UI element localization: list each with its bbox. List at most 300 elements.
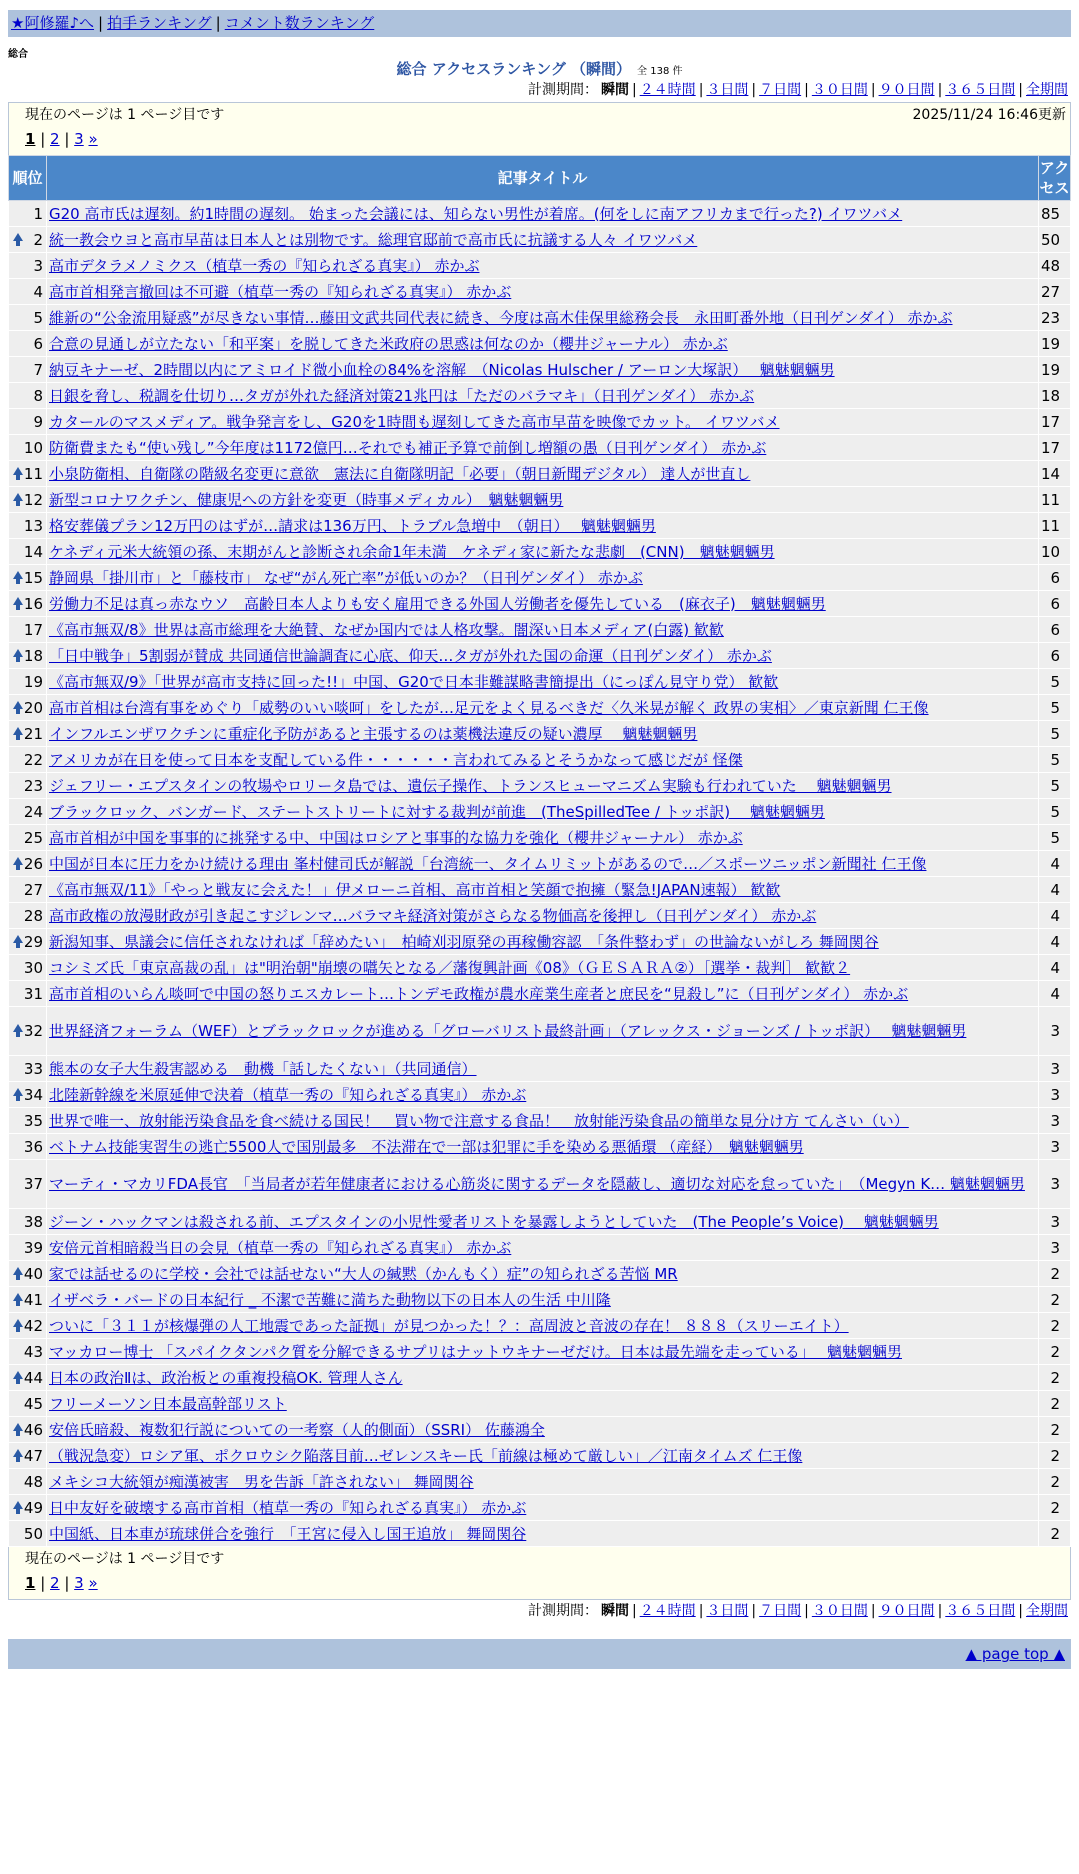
- rank-cell: [9, 721, 47, 747]
- rank-number: 6: [33, 334, 43, 353]
- rank-cell: [9, 695, 47, 721]
- table-row: [9, 357, 1071, 383]
- page-link[interactable]: »: [88, 130, 98, 148]
- period-option[interactable]: ３０日間: [811, 1603, 868, 1619]
- rank-number: 17: [23, 620, 43, 639]
- table-row: [9, 1160, 1071, 1209]
- title-cell: [47, 799, 1039, 825]
- table-row: [9, 435, 1071, 461]
- page-separator: |: [59, 130, 75, 148]
- title-cell: [47, 1082, 1039, 1108]
- rank-up-arrow-icon: [13, 1088, 23, 1096]
- article-link[interactable]: アメリカが在日を使って日本を支配している件・・・・・・言われてみるとそうかなって感じだが 怪傑: [49, 750, 743, 769]
- period-separator: |: [1018, 1603, 1023, 1619]
- period-option[interactable]: ７日間: [759, 1603, 802, 1619]
- period-option[interactable]: 全期間: [1026, 82, 1068, 98]
- article-link[interactable]: 新型コロナワクチン、健康児への方針を変更（時事メディカル） 魑魅魍魎男: [49, 490, 564, 509]
- title-cell: [47, 331, 1039, 357]
- title-cell: [47, 617, 1039, 643]
- page-link[interactable]: 3: [74, 1574, 84, 1592]
- access-count: 2: [1039, 1469, 1071, 1495]
- table-row: [9, 799, 1071, 825]
- title-cell: [47, 227, 1039, 253]
- rank-number: 1: [33, 204, 43, 223]
- article-link[interactable]: 労働力不足は真っ赤なウソ 高齢日本人よりも安く雇用できる外国人労働者を優先している (麻衣子) 魑魅魍魎男: [49, 594, 826, 613]
- rank-up-arrow-icon: [13, 597, 23, 605]
- access-count: 85: [1039, 201, 1071, 227]
- article-link[interactable]: 新潟知事、県議会に信任されなければ「辞めたい」 柏崎刈羽原発の再稼働容認 「条件整わず」の世論ないがしろ 舞岡関谷: [49, 932, 879, 951]
- period-option: 瞬間: [600, 1603, 629, 1619]
- rank-number: 11: [23, 464, 43, 483]
- access-count: 3: [1039, 1007, 1071, 1056]
- table-row: [9, 1007, 1071, 1056]
- title-cell: [47, 695, 1039, 721]
- table-row: [9, 1417, 1071, 1443]
- article-link[interactable]: マーティ・マカリFDA長官 「当局者が若年健康者における心筋炎に関するデータを隠蔽し、適切な対応を怠っていた」 （Megyn K… 魑魅魍魎男: [49, 1175, 1025, 1193]
- rank-number: 24: [23, 802, 43, 821]
- period-separator: |: [631, 1603, 637, 1619]
- title-cell: [47, 1469, 1039, 1495]
- rank-number: 27: [23, 880, 43, 899]
- article-link[interactable]: ジェフリー・エプスタインの牧場やロリータ島では、遺伝子操作、トランスヒューマニズム実験も行われていた 魑魅魍魎男: [49, 776, 892, 795]
- title-cell: [47, 1313, 1039, 1339]
- rank-number: 22: [23, 750, 43, 769]
- rank-number: 8: [33, 386, 43, 405]
- access-count: 5: [1039, 773, 1071, 799]
- article-link[interactable]: 安倍氏暗殺、複数犯行説についての一考察（人的側面）（SSRI） 佐藤鴻全: [49, 1420, 545, 1439]
- rank-cell: [9, 1495, 47, 1521]
- rank-number: 38: [23, 1212, 43, 1231]
- rank-number: 3: [33, 256, 43, 275]
- title-cell: [47, 513, 1039, 539]
- table-row: [9, 903, 1071, 929]
- title-cell: [47, 1007, 1039, 1056]
- page-link[interactable]: 2: [50, 130, 60, 148]
- period-option[interactable]: ３６５日間: [945, 1603, 1016, 1619]
- rank-cell: [9, 305, 47, 331]
- article-link[interactable]: 高市首相が中国を事事的に挑発する中、中国はロシアと事事的な協力を強化（櫻井ジャーナル） 赤かぶ: [49, 828, 743, 847]
- access-count: 14: [1039, 461, 1071, 487]
- rank-cell: [9, 825, 47, 851]
- period-separator: |: [751, 1603, 757, 1619]
- article-link[interactable]: ベトナム技能実習生の逃亡5500人で国別最多 不法滞在で一部は犯罪に手を染める悪循環 （産経） 魑魅魍魎男: [49, 1137, 804, 1156]
- top-nav-bar: [8, 10, 1071, 37]
- rank-up-arrow-icon: [13, 1423, 23, 1431]
- period-option[interactable]: ２４時間: [639, 1603, 696, 1619]
- rank-number: 7: [33, 360, 43, 379]
- rank-cell: [9, 1391, 47, 1417]
- rank-number: 26: [23, 854, 43, 873]
- article-link[interactable]: 中国が日本に圧力をかけ続ける理由 峯村健司氏が解説「台湾統一、タイムリミットがあるので…／スポーツニッポン新聞社 仁王像: [49, 854, 927, 873]
- title-cell: [47, 1108, 1039, 1134]
- period-separator: |: [631, 82, 637, 98]
- page-title-row: [8, 59, 1071, 79]
- article-link[interactable]: 高市デタラメノミクス（植草一秀の『知られざる真実』） 赤かぶ: [49, 256, 480, 275]
- title-cell: [47, 903, 1039, 929]
- access-count: 2: [1039, 1443, 1071, 1469]
- access-header: アクセス: [1039, 156, 1071, 201]
- table-row: [9, 851, 1071, 877]
- rank-cell: [9, 409, 47, 435]
- article-link[interactable]: 高市首相のいらん啖呵で中国の怒りエスカレート…トンデモ政権が農水産業生産者と庶民を“見殺し”に（日刊ゲンダイ） 赤かぶ: [49, 984, 909, 1003]
- period-option: 瞬間: [600, 82, 629, 98]
- article-link[interactable]: ついに「３１１が核爆弾の人工地震であった証拠」が見つかった！？：高周波と音波の存在！ ８８８（スリーエイト）: [49, 1316, 849, 1335]
- article-link[interactable]: 家では話せるのに学校・会社では話せない“大人の緘黙（かんもく）症”の知られざる苦悩 MR: [49, 1264, 678, 1283]
- rank-number: 30: [23, 958, 43, 977]
- article-link[interactable]: 中国紙、日本車が琉球併合を強行 「王宮に侵入し国王追放」 舞岡関谷: [49, 1524, 527, 1543]
- access-count: 3: [1039, 1108, 1071, 1134]
- article-link[interactable]: 維新の“公金流用疑惑”が尽きない事情…藤田文武共同代表に続き、今度は高木佳保里総務会長 永田町番外地（日刊ゲンダイ） 赤かぶ: [49, 308, 953, 327]
- access-count: 2: [1039, 1339, 1071, 1365]
- table-row: [9, 1235, 1071, 1261]
- rank-cell: [9, 591, 47, 617]
- rank-header: 順位: [9, 156, 47, 201]
- title-cell: [47, 1261, 1039, 1287]
- page-link[interactable]: 2: [50, 1574, 60, 1592]
- bottom-bar: [8, 1639, 1071, 1669]
- article-link[interactable]: 《高市無双/11》「やっと戦友に会えた！」伊メローニ首相、高市首相と笑顔で抱擁（緊急!JAPAN速報） 歓歓: [49, 880, 781, 899]
- rank-cell: [9, 1365, 47, 1391]
- article-link[interactable]: 《高市無双/8》世界は高市総理を大絶賛、なぜか国内では人格攻撃。闇深い日本メディア(白露) 歓歓: [49, 620, 724, 639]
- rank-number: 41: [23, 1290, 43, 1309]
- article-link[interactable]: 高市首相発言撤回は不可避（植草一秀の『知られざる真実』） 赤かぶ: [49, 282, 512, 301]
- access-count: 5: [1039, 799, 1071, 825]
- table-row: [9, 643, 1071, 669]
- access-count: 3: [1039, 1082, 1071, 1108]
- rank-cell: [9, 513, 47, 539]
- table-row: [9, 1108, 1071, 1134]
- access-count: 4: [1039, 877, 1071, 903]
- article-link[interactable]: コシミズ氏「東京高裁の乱」は"明治朝"崩壊の嚆矢となる／藩復興計画《08》（ＧＥＳＡＲＡ②）［選挙・裁判］ 歓歓２: [49, 958, 851, 977]
- table-row: [9, 461, 1071, 487]
- article-link[interactable]: 高市首相は台湾有事をめぐり「威勢のいい啖呵」をしたが…足元をよく見るべきだ〈久米晃が解く 政界の実相〉／東京新聞 仁王像: [49, 698, 929, 717]
- title-cell: [47, 253, 1039, 279]
- title-cell: [47, 357, 1039, 383]
- table-row: [9, 331, 1071, 357]
- article-link[interactable]: 納豆キナーゼ、2時間以内にアミロイド微小血栓の84%を溶解 （Nicolas Hulscher / アーロン大塚訳） 魑魅魍魎男: [49, 360, 835, 379]
- rank-cell: [9, 617, 47, 643]
- article-link[interactable]: 合意の見通しが立たない「和平案」を脱してきた米政府の思惑は何なのか（櫻井ジャーナル） 赤かぶ: [49, 334, 728, 353]
- rank-cell: [9, 903, 47, 929]
- title-cell: [47, 643, 1039, 669]
- table-row: [9, 539, 1071, 565]
- article-link[interactable]: 格安葬儀プラン12万円のはずが…請求は136万円、トラブル急増中 （朝日） 魑魅魍魎男: [49, 516, 656, 535]
- access-count: 3: [1039, 1160, 1071, 1209]
- access-count: 3: [1039, 1235, 1071, 1261]
- table-row: [9, 279, 1071, 305]
- rank-number: 16: [23, 594, 43, 613]
- title-cell: [47, 721, 1039, 747]
- access-count: 6: [1039, 591, 1071, 617]
- rank-cell: [9, 1160, 47, 1209]
- rank-cell: [9, 461, 47, 487]
- table-row: [9, 383, 1071, 409]
- title-cell: [47, 1209, 1039, 1235]
- period-separator: |: [937, 1603, 943, 1619]
- rank-number: 46: [23, 1420, 43, 1439]
- table-row: [9, 1391, 1071, 1417]
- article-link[interactable]: 小泉防衛相、自衛隊の階級名変更に意欲 憲法に自衛隊明記「必要」（朝日新聞デジタル） 達人が世直し: [49, 464, 751, 483]
- rank-cell: [9, 1443, 47, 1469]
- title-cell: [47, 201, 1039, 227]
- title-cell: [47, 539, 1039, 565]
- period-separator: |: [804, 1603, 809, 1619]
- table-row: [9, 513, 1071, 539]
- rank-cell: [9, 1417, 47, 1443]
- table-row: [9, 695, 1071, 721]
- period-option[interactable]: 全期間: [1026, 1603, 1068, 1619]
- rank-up-arrow-icon: [13, 571, 23, 579]
- article-link[interactable]: マッカロー博士 「スパイクタンパク質を分解できるサプリはナットウキナーゼだけ。日本は最先端を走っている」 魑魅魍魎男: [49, 1342, 902, 1361]
- title-cell: [47, 305, 1039, 331]
- access-count: 2: [1039, 1417, 1071, 1443]
- nav-separator: |: [98, 14, 104, 32]
- title-cell: [47, 929, 1039, 955]
- rank-cell: [9, 435, 47, 461]
- period-selector: [8, 79, 1071, 102]
- rank-number: 47: [23, 1446, 43, 1465]
- rank-number: 40: [23, 1264, 43, 1283]
- rank-cell: [9, 1209, 47, 1235]
- title-cell: [47, 1417, 1039, 1443]
- article-link[interactable]: 世界で唯一、放射能汚染食品を食べ続ける国民！ 買い物で注意する食品！ 放射能汚染食品の簡単な見分け方 てんさい（い）: [49, 1111, 909, 1130]
- title-cell: [47, 1134, 1039, 1160]
- title-cell: [47, 565, 1039, 591]
- title-cell: [47, 955, 1039, 981]
- comment-ranking-link[interactable]: コメント数ランキング: [224, 14, 375, 32]
- rank-cell: [9, 1469, 47, 1495]
- rank-cell: [9, 929, 47, 955]
- rank-number: 19: [23, 672, 43, 691]
- article-link[interactable]: 日銀を脅し、税調を仕切り…タガが外れた経済対策21兆円は「ただのバラマキ」（日刊ゲンダイ） 赤かぶ: [49, 386, 755, 405]
- table-row: [9, 1209, 1071, 1235]
- clap-ranking-link[interactable]: 拍手ランキング: [107, 14, 212, 32]
- article-link[interactable]: ブラックロック、バンガード、ステートストリートに対する裁判が前進 (TheSpilledTee / トッポ訳) 魑魅魍魎男: [49, 802, 825, 821]
- rank-up-arrow-icon: [13, 935, 23, 943]
- access-count: 19: [1039, 357, 1071, 383]
- rank-cell: [9, 669, 47, 695]
- rank-number: 29: [23, 932, 43, 951]
- table-row: [9, 773, 1071, 799]
- table-row: [9, 721, 1071, 747]
- article-link[interactable]: ケネディ元米大統領の孫、末期がんと診断され余命1年未満 ケネディ家に新たな悲劇 (CNN) 魑魅魍魎男: [49, 542, 775, 561]
- rank-cell: [9, 747, 47, 773]
- rank-cell: [9, 1134, 47, 1160]
- page-link-current[interactable]: 1: [25, 1574, 36, 1592]
- table-row: [9, 877, 1071, 903]
- period-option[interactable]: ３日間: [706, 82, 749, 98]
- rank-number: 9: [33, 412, 43, 431]
- page-link[interactable]: 3: [74, 130, 84, 148]
- table-row: [9, 955, 1071, 981]
- article-link[interactable]: （戦況急変）ロシア軍、ポクロウシク陥落目前…ゼレンスキー氏「前線は極めて厳しい」／江南タイムズ 仁王像: [49, 1446, 803, 1465]
- period-option[interactable]: ３日間: [706, 1603, 749, 1619]
- access-count: 2: [1039, 1391, 1071, 1417]
- table-row: [9, 1082, 1071, 1108]
- rank-number: 28: [23, 906, 43, 925]
- table-row: [9, 1365, 1071, 1391]
- rank-up-arrow-icon: [13, 1371, 23, 1379]
- access-count: 4: [1039, 851, 1071, 877]
- table-row: [9, 1287, 1071, 1313]
- table-row: [9, 1521, 1071, 1547]
- table-row: [9, 617, 1071, 643]
- rank-number: 2: [33, 230, 43, 249]
- table-row: [9, 409, 1071, 435]
- article-link[interactable]: ジーン・ハックマンは殺される前、エプスタインの小児性愛者リストを暴露しようとしていた (The People’s Voice) 魑魅魍魎男: [49, 1212, 939, 1231]
- nav-separator: |: [215, 14, 221, 32]
- access-count: 5: [1039, 747, 1071, 773]
- article-link[interactable]: 日中友好を破壊する高市首相（植草一秀の『知られざる真実』） 赤かぶ: [49, 1498, 527, 1517]
- category-label: 総合: [8, 49, 28, 60]
- rank-cell: [9, 1056, 47, 1082]
- rank-cell: [9, 773, 47, 799]
- table-row: [9, 1056, 1071, 1082]
- article-link[interactable]: 統一教会ウヨと高市早苗は日本人とは別物です。総理官邸前で高市氏に抗議する人々 イワツバメ: [49, 230, 698, 249]
- title-cell: [47, 279, 1039, 305]
- period-option[interactable]: ３６５日間: [945, 82, 1016, 98]
- rank-cell: [9, 1082, 47, 1108]
- page-separator: |: [35, 130, 51, 148]
- page-info-bottom: [8, 1547, 1071, 1600]
- article-link[interactable]: 北陸新幹線を米原延伸で決着（植草一秀の『知られざる真実』） 赤かぶ: [49, 1085, 527, 1104]
- article-link[interactable]: 防衛費またも“使い残し”今年度は1172億円…それでも補正予算で前倒し増額の愚（日刊ゲンダイ） 赤かぶ: [49, 438, 767, 457]
- access-count: 2: [1039, 1521, 1071, 1547]
- table-row: [9, 981, 1071, 1007]
- title-cell: [47, 383, 1039, 409]
- title-cell: [47, 825, 1039, 851]
- title-cell: [47, 747, 1039, 773]
- rank-number: 35: [23, 1111, 43, 1130]
- page-separator: |: [35, 1574, 51, 1592]
- rank-cell: [9, 357, 47, 383]
- article-link[interactable]: 安倍元首相暗殺当日の会見（植草一秀の『知られざる真実』） 赤かぶ: [49, 1238, 512, 1257]
- table-row: [9, 253, 1071, 279]
- article-link[interactable]: 「日中戦争」5割弱が賛成 共同通信世論調査に心底、仰天…タガが外れた国の命運（日刊ゲンダイ） 赤かぶ: [49, 646, 772, 665]
- rank-number: 13: [23, 516, 43, 535]
- rank-number: 25: [23, 828, 43, 847]
- access-count: 10: [1039, 539, 1071, 565]
- rank-up-arrow-icon: [13, 727, 23, 735]
- rank-number: 39: [23, 1238, 43, 1257]
- rank-cell: [9, 799, 47, 825]
- access-count: 11: [1039, 513, 1071, 539]
- period-option[interactable]: ７日間: [759, 82, 802, 98]
- rank-number: 12: [23, 490, 43, 509]
- period-option[interactable]: ３０日間: [811, 82, 868, 98]
- page-link-current[interactable]: 1: [25, 130, 36, 148]
- access-count: 3: [1039, 1134, 1071, 1160]
- access-count: 4: [1039, 981, 1071, 1007]
- article-link[interactable]: カタールのマスメディア。戦争発言をし、G20を1時間も遅刻してきた高市早苗を映像でカット。 イワツバメ: [49, 412, 780, 431]
- access-count: 5: [1039, 825, 1071, 851]
- access-count: 4: [1039, 929, 1071, 955]
- article-link[interactable]: フリーメーソン日本最高幹部リスト: [49, 1394, 287, 1413]
- rank-up-arrow-icon: [13, 701, 23, 709]
- rank-number: 43: [23, 1342, 43, 1361]
- access-count: 2: [1039, 1287, 1071, 1313]
- table-row: [9, 1469, 1071, 1495]
- rank-number: 21: [23, 724, 43, 743]
- period-option[interactable]: ２４時間: [639, 82, 696, 98]
- updated-timestamp: 2025/11/24 16:46更新: [912, 107, 1066, 123]
- article-link[interactable]: 世界経済フォーラム（WEF）とブラックロックが進める「グローバリスト最終計画」（アレックス・ジョーンズ / トッポ訳） 魑魅魍魎男: [49, 1022, 967, 1040]
- rank-number: 31: [23, 984, 43, 1003]
- table-row: [9, 201, 1071, 227]
- table-row: [9, 1495, 1071, 1521]
- table-row: [9, 1443, 1071, 1469]
- article-link[interactable]: 高市政権の放漫財政が引き起こすジレンマ…バラマキ経済対策がさらなる物価高を後押し（日刊ゲンダイ） 赤かぶ: [49, 906, 817, 925]
- rank-up-arrow-icon: [13, 1024, 23, 1032]
- title-cell: [47, 1365, 1039, 1391]
- rank-number: 4: [33, 282, 43, 301]
- access-count: 17: [1039, 435, 1071, 461]
- rank-number: 48: [23, 1472, 43, 1491]
- rank-cell: [9, 487, 47, 513]
- title-cell: [47, 409, 1039, 435]
- access-count: 6: [1039, 643, 1071, 669]
- article-link[interactable]: メキシコ大統領が痴漢被害 男を告訴「許されない」 舞岡関谷: [49, 1472, 474, 1491]
- period-option[interactable]: ９０日間: [878, 1603, 935, 1619]
- pagination: [25, 1571, 1066, 1595]
- table-row: [9, 1339, 1071, 1365]
- rank-up-arrow-icon: [13, 493, 23, 501]
- rank-cell: [9, 981, 47, 1007]
- title-cell: [47, 487, 1039, 513]
- access-count: 17: [1039, 409, 1071, 435]
- home-link[interactable]: ★阿修羅♪へ: [11, 14, 95, 32]
- page-top-link[interactable]: ▲ page top ▲: [965, 1645, 1065, 1663]
- rank-number: 15: [23, 568, 43, 587]
- rank-number: 50: [23, 1524, 43, 1543]
- period-separator: |: [870, 1603, 876, 1619]
- rank-number: 33: [23, 1059, 43, 1078]
- pagination: [25, 127, 1066, 151]
- rank-cell: [9, 851, 47, 877]
- page-link[interactable]: »: [88, 1574, 98, 1592]
- rank-cell: [9, 331, 47, 357]
- article-link[interactable]: イザベラ・バードの日本紀行 _ 不潔で苦難に満ちた動物以下の日本人の生活 中川隆: [49, 1290, 611, 1309]
- rank-up-arrow-icon: [13, 649, 23, 657]
- rank-cell: [9, 1521, 47, 1547]
- title-cell: [47, 1339, 1039, 1365]
- article-link[interactable]: インフルエンザワクチンに重症化予防があると主張するのは薬機法違反の疑い濃厚 魑魅魍魎男: [49, 724, 698, 743]
- period-option[interactable]: ９０日間: [878, 82, 935, 98]
- rank-number: 37: [23, 1175, 43, 1193]
- title-cell: [47, 1521, 1039, 1547]
- title-cell: [47, 1160, 1039, 1209]
- rank-cell: [9, 1108, 47, 1134]
- rank-number: 42: [23, 1316, 43, 1335]
- access-count: 27: [1039, 279, 1071, 305]
- article-link[interactable]: 日本の政治Ⅱは、政治板との重複投稿OK. 管理人さん: [49, 1368, 403, 1387]
- access-count: 2: [1039, 1261, 1071, 1287]
- article-link[interactable]: G20 高市氏は遅刻。約1時間の遅刻。 始まった会議には、知らない男性が着席。(何をしに南アフリカまで行った?) イワツバメ: [49, 204, 903, 223]
- access-count: 6: [1039, 617, 1071, 643]
- page-info-top: [8, 102, 1071, 155]
- access-count: 3: [1039, 1209, 1071, 1235]
- rank-number: 34: [23, 1085, 43, 1104]
- period-separator: |: [751, 82, 757, 98]
- article-link[interactable]: 《高市無双/9》「世界が高市支持に回った!!」中国、G20で日本非難謀略書簡提出（にっぽん見守り党） 歓歓: [49, 672, 779, 691]
- access-count: 3: [1039, 1056, 1071, 1082]
- article-link[interactable]: 熊本の女子大生殺害認める 動機「話したくない」（共同通信）: [49, 1059, 477, 1078]
- title-cell: [47, 461, 1039, 487]
- title-cell: [47, 851, 1039, 877]
- title-cell: [47, 591, 1039, 617]
- article-link[interactable]: 静岡県「掛川市」と「藤枝市」 なぜ“がん死亡率”が低いのか？（日刊ゲンダイ） 赤かぶ: [49, 568, 643, 587]
- table-row: [9, 747, 1071, 773]
